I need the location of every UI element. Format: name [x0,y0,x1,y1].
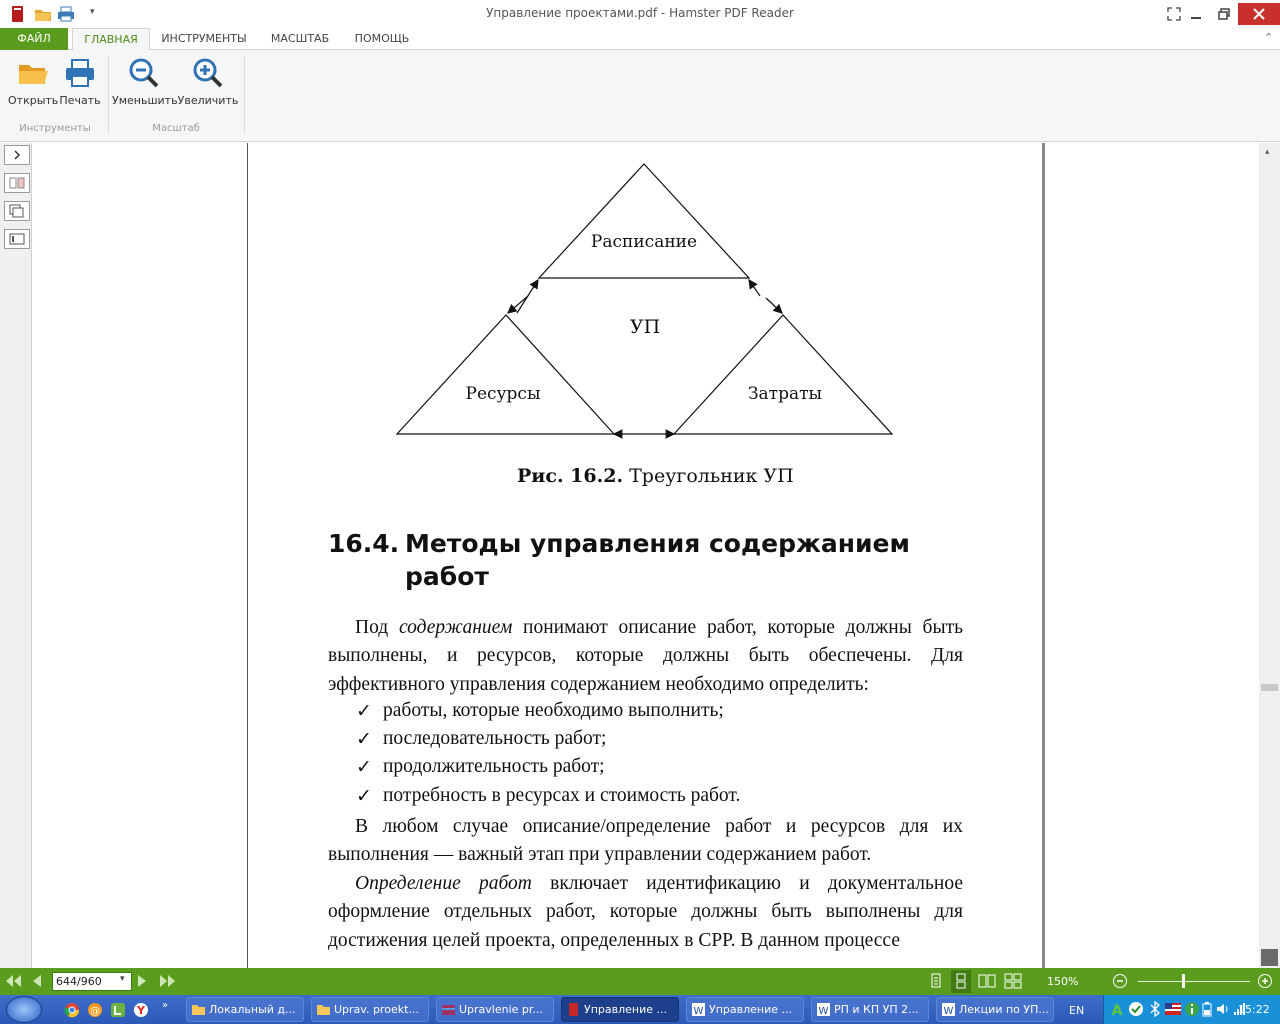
triangle-diagram [33,143,1259,453]
checkmark-icon: ✓ [356,785,372,807]
title-bar [0,0,1280,28]
zoom-in-button[interactable] [177,56,239,107]
folder-open-icon [16,56,50,90]
svg-text:W: W [943,1006,954,1016]
paragraph-content-definition [328,614,963,699]
section-number: 16.4. [328,529,400,558]
battery-icon[interactable] [1200,1001,1214,1017]
tab-help[interactable]: ПОМОЩЬ [354,32,410,45]
single-page-view-icon[interactable] [930,973,942,989]
window-title: Управление проектами.pdf - Hamster PDF Reader [486,6,794,20]
figure-caption [517,465,794,487]
zoom-out-button[interactable] [112,56,176,107]
restore-button[interactable] [1210,3,1238,25]
svg-text:W: W [693,1006,704,1016]
ribbon-tabs [0,28,1280,50]
word-icon [816,1002,830,1016]
word-icon [941,1002,955,1016]
list-item: работы, которые необходимо выполнить; [383,700,724,721]
svg-text:@: @ [90,1006,100,1017]
taskbar-item-label: Лекции по УП... [959,1003,1049,1016]
expand-panel-button[interactable] [4,145,30,165]
bluetooth-icon[interactable] [1147,1001,1163,1017]
list-item: потребность в ресурсах и стоимость работ. [383,785,741,806]
group-tools-label: Инструменты [19,123,91,134]
start-button[interactable] [6,996,42,1023]
taskbar-item[interactable] [936,997,1054,1022]
winrar-icon [441,1002,455,1016]
tab-tools[interactable]: ИНСТРУМЕНТЫ [161,32,247,45]
diagram-schedule-label: Расписание [590,232,698,252]
taskbar-item[interactable] [436,997,554,1022]
zoom-out-icon [127,56,161,90]
p1-text-a: Под [355,617,399,638]
tab-scale[interactable]: МАСШТАБ [270,32,330,45]
clock[interactable]: 15:22 [1238,1003,1270,1016]
continuous-view-icon [955,973,967,989]
p3-text: включает идентификацию и документальное оформление отдельных работ, которые должны быть выполнены для достижения целей проекта, определенных в СРР. В данном процессе [328,873,963,951]
collapse-ribbon-icon[interactable]: ⌃ [1264,31,1274,44]
yandex-browser-icon[interactable] [133,1002,149,1018]
diagram-costs-label: Затраты [747,384,823,404]
printer-icon [63,56,97,90]
p3-italic: Определение работ [355,873,532,894]
group-scale-label: Масштаб [152,123,200,134]
page-dropdown-icon[interactable]: ▾ [120,974,125,984]
scroll-thumb[interactable] [1261,684,1278,691]
bookmarks-button[interactable] [4,229,30,249]
two-page-continuous-icon[interactable] [1004,973,1022,989]
ribbon-separator [244,56,245,134]
pdf-reader-icon [566,1002,580,1016]
print-button[interactable] [58,56,102,107]
zoom-level: 150% [1047,975,1079,988]
pages-button[interactable] [4,201,30,221]
caption-number: Рис. 16.2. [517,465,624,487]
list-item: продолжительность работ; [383,756,605,777]
first-page-icon[interactable] [4,973,22,989]
scroll-up-icon[interactable]: ▴ [1265,147,1270,157]
folder-icon [191,1002,205,1016]
quicklaunch-more-icon[interactable]: » [162,1000,169,1011]
zoom-out-label: Уменьшить [112,94,178,107]
list-item: последовательность работ; [383,728,607,749]
zoom-in-small-icon[interactable] [1257,973,1273,989]
taskbar-item-label: Управление ... [709,1003,792,1016]
pages-icon [9,204,25,218]
us-flag-icon[interactable] [1164,1001,1182,1017]
zoom-slider-thumb[interactable] [1182,974,1185,988]
zoom-in-label: Увеличить [177,94,239,107]
prev-page-icon[interactable] [30,973,42,989]
bookmarks-icon [9,233,25,245]
taskbar-item-label: Локальный д... [209,1003,296,1016]
language-indicator[interactable]: EN [1069,1004,1085,1017]
check-status-icon[interactable] [1128,1001,1144,1017]
taskbar [0,995,1280,1024]
volume-icon[interactable] [1215,1001,1231,1017]
taskbar-item-active[interactable] [561,997,679,1022]
status-bar [0,968,1280,995]
close-button[interactable] [1238,3,1280,25]
taskbar-item-label: Управление ... [584,1003,667,1016]
taskbar-item-label: Uprav. proekt... [334,1003,419,1016]
open-label: Открыть [8,94,59,107]
taskbar-item-label: Upravlenie pr... [459,1003,543,1016]
p1-italic: содержанием [398,617,513,638]
ribbon [0,50,1280,142]
last-page-icon[interactable] [159,973,177,989]
ribbon-separator [108,56,109,134]
thumbnails-icon [9,177,25,189]
checkmark-icon: ✓ [356,728,372,750]
checkmark-icon: ✓ [356,700,372,722]
svg-text:Y: Y [137,1004,145,1017]
diagram-resources-label: Ресурсы [465,384,541,404]
folder-icon [316,1002,330,1016]
paragraph-work-definition [328,870,963,955]
svg-text:W: W [818,1006,829,1016]
info-icon[interactable] [1184,1001,1200,1017]
tab-home[interactable]: ГЛАВНАЯ [72,28,150,51]
taskbar-item[interactable] [686,997,804,1022]
customize-dropdown-icon[interactable]: ▾ [90,7,95,17]
two-page-view-icon[interactable] [978,973,996,989]
open-button[interactable] [8,56,58,107]
zoom-out-small-icon[interactable] [1112,973,1128,989]
taskbar-item[interactable] [811,997,929,1022]
word-icon [691,1002,705,1016]
mail-icon[interactable] [87,1002,103,1018]
next-page-icon[interactable] [137,973,149,989]
tab-file[interactable]: ФАЙЛ [0,28,68,50]
diagram-center-label: УП [629,316,661,338]
checkmark-icon: ✓ [356,756,372,778]
vertical-scrollbar[interactable] [1259,143,1280,968]
caption-text: Треугольник УП [629,465,794,487]
continuous-view-button[interactable] [951,970,971,993]
font-tool-icon[interactable] [1109,1001,1125,1017]
section-heading-line2: работ [405,562,489,591]
minimize-button[interactable] [1182,3,1210,25]
taskbar-item-label: РП и КП УП 2... [834,1003,919,1016]
section-heading-line1: Методы управления содержанием [405,529,910,558]
svg-text:A: A [1111,1003,1123,1017]
p1-text-b: понимают описание работ, которые должны быть выполнены, и ресурсов, которые должны быть обеспечены. Для эффективного управления содержанием необходимо определить: [328,617,963,695]
paragraph-description: В любом случае описание/определение работ и ресурсов для их выполнения — важный этап при управлении содержанием работ. [328,816,963,866]
left-panel-bar [0,143,32,968]
thumbnails-button[interactable] [4,173,30,193]
chrome-icon[interactable] [64,1002,80,1018]
zoom-slider-track[interactable] [1138,981,1250,982]
taskbar-item[interactable] [186,997,304,1022]
utorrent-icon[interactable] [110,1002,126,1018]
print-label: Печать [59,94,101,107]
document-viewport[interactable] [33,143,1259,968]
scroll-down-button[interactable] [1261,949,1278,966]
page-number-field[interactable]: 644/960 [52,972,132,991]
chevron-right-icon [12,150,22,160]
zoom-in-icon [191,56,225,90]
taskbar-item[interactable] [311,997,429,1022]
